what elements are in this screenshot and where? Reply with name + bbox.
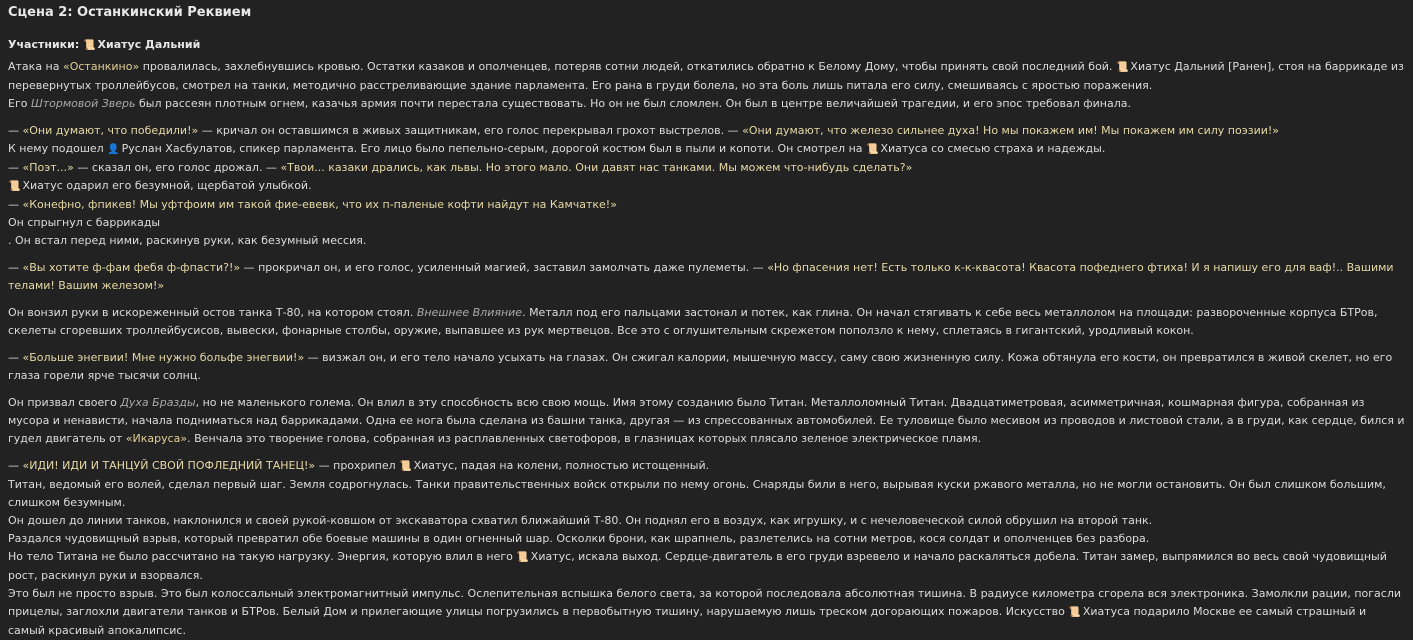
text: Хиатус Дальний [Ранен], стоя на баррикаде из перевернутых троллейбусов, смотрел на танки, методично расстреливающие здание парламента. Его рана в груди болела, но эта боль лишь питала его силу, смешиваясь с яростью поражения.: [8, 60, 1404, 92]
paragraph: [8, 196, 1405, 214]
paragraph: [8, 95, 1405, 113]
text: Атака на: [8, 60, 63, 73]
text: Он дошел до линии танков, наклонился и своей рукой-ковшом от экскаватора схватил ближайший Т-80. Он поднял его в воздух, как игрушку, и с нечеловеческой силой обрушил на второй танк.: [8, 514, 1153, 527]
paragraph: [8, 58, 1405, 95]
text: — кричал он оставшимся в живых защитникам, его голос перекрывал грохот выстрелов. —: [198, 124, 743, 137]
text: был рассеян плотным огнем, казачья армия почти перестала существовать. Но он не был сломлен. Он был в центре величайшей трагедии, и его эпос требовал финала.: [135, 97, 1132, 110]
paragraph: [8, 122, 1405, 140]
text: Он спрыгнул с баррикады: [8, 216, 161, 229]
text: —: [8, 459, 23, 472]
dialogue-quote: «Больше энегвии! Мне нужно больфе энегвии!»: [22, 351, 305, 364]
paragraph: [8, 476, 1405, 512]
text: —: [8, 124, 23, 137]
paragraph: [8, 530, 1405, 548]
scroll-icon: 📜: [1068, 607, 1081, 618]
participants-line: [8, 36, 1405, 55]
text: Но тело Титана не было рассчитано на такую нагрузку. Энергия, которую влил в него: [8, 550, 517, 563]
dialogue-quote: «Вы хотите ф-фам фебя ф-фпасти?!»: [22, 261, 241, 274]
text: — сказал он, его голос дрожал. —: [73, 161, 281, 174]
text: Его: [8, 97, 31, 110]
text: —: [8, 261, 23, 274]
text: Он призвал своего: [8, 396, 121, 409]
scroll-icon: 📜: [83, 40, 96, 51]
text: —: [8, 161, 23, 174]
paragraph: [8, 304, 1405, 340]
dialogue-quote: «Но фпасения нет! Есть только к-к-квасота! Квасота пофеднего фтиха! И я напишу его для ваф!.. Вашими телами! Вашим железом!»: [8, 261, 1394, 292]
ability-name: Штормовой Зверь: [30, 97, 136, 110]
text: Титан, ведомый его волей, сделал первый шаг. Земля содрогнулась. Танки правительственных войск открыли по нему огонь. Снаряды били в него, вырывая куски ржавого металла, но не могли остановить. Он был слишком большим, слишком безумным.: [8, 478, 1386, 509]
text: —: [8, 351, 23, 364]
text: Хиатуса подарило Москве ее самый страшный и самый красивый апокалипсис.: [8, 605, 1367, 637]
text: Он вонзил руки в искореженный остов танка Т-80, на котором стоял.: [8, 306, 417, 319]
text: Хиатуса со смесью страха и надежды.: [880, 142, 1106, 155]
paragraph: [8, 349, 1405, 385]
dialogue-quote: «Конефно, фпикев! Мы уфтфоим им такой фие-евевк, что их п-паленые кофти найдут на Камчатке!»: [22, 198, 617, 211]
text: — визжал он, и его тело начало усыхать на глазах. Он сжигал калории, мышечную массу, саму свою жизненную силу. Кожа обтянула его кости, он превратился в живой скелет, но его глаза горели ярче тысячи солнц.: [8, 351, 1393, 382]
text: Раздался чудовищный взрыв, который превратил обе боевые машины в один огненный шар. Осколки брони, как шрапнель, разлетелись на сотни метров, кося солдат и ополченцев без разбора.: [8, 532, 1150, 545]
paragraph: [8, 140, 1405, 159]
text: —: [8, 198, 23, 211]
dialogue-quote: «ИДИ! ИДИ И ТАНЦУЙ СВОЙ ПОФЛЕДНИЙ ТАНЕЦ!»: [22, 459, 316, 472]
dialogue-quote: «Твои... казаки дрались, как львы. Но этого мало. Они давят нас танками. Мы можем что-нибудь сделать?»: [280, 161, 913, 174]
scroll-icon: 📜: [1115, 62, 1129, 73]
ability-name: Внешнее Влияние: [416, 306, 523, 319]
text: Хиатус одарил его безумной, щербатой улыбкой.: [22, 179, 312, 192]
person-icon: 👤: [107, 144, 120, 155]
text: — прокричал он, и его голос, усиленный магией, заставил замолчать даже пулеметы. —: [240, 261, 768, 274]
paragraph: [8, 232, 1405, 250]
paragraph: [8, 548, 1405, 585]
paragraph: [8, 457, 1405, 476]
text: , но не маленького голема. Он влил в эту способность всю свою мощь. Имя этому созданию было Титан. Металлоломный Титан. Двадцатиметровая, асимметричная, кошмарная фигура, собранная из мусора и ненависти, начала подниматься над баррикадами. Одна ее нога была сделана из башни танка, другая — из спрессованных автомобилей. Ее туловище было месивом из проводов и листовой стали, а в груди, как сердце, бился и гудел двигатель от: [8, 396, 1405, 445]
text: Хиатус, искала выход. Сердце-двигатель в его груди взревело и начало раскаляться добела. Титан замер, выпрямился во весь свой чудовищный рост, раскинул руки и взорвался.: [8, 550, 1387, 582]
text: провалилась, захлебнувшись кровью. Остатки казаков и ополченцев, потеряв сотни людей, откатились обратно к Белому Дому, чтобы принять свой последний бой.: [139, 60, 1116, 73]
scroll-icon: 📜: [516, 552, 529, 563]
scroll-icon: 📜: [866, 144, 879, 155]
scene-title: Сцена 2: Останкинский Реквием: [8, 5, 252, 20]
paragraph: [8, 585, 1405, 640]
text: . Металл под его пальцами застонал и потек, как глина. Он начал стягивать к себе весь металлолом на площади: развороченные корпуса БТРов, скелеты сгоревших троллейбусисов, вывески, фонарные столбы, оружие, выпавшее из рук мертвецов. Все это с оглушительным скрежетом поползло к нему, сплетаясь в гигантский, уродливый кокон.: [8, 306, 1378, 337]
vehicle-link[interactable]: «Икаруса»: [125, 432, 188, 445]
dialogue-quote: «Поэт...»: [22, 161, 74, 174]
participant-name: Хиатус Дальний: [97, 38, 201, 51]
scroll-icon: 📜: [399, 461, 412, 472]
scroll-icon: 📜: [8, 181, 21, 192]
text: . Он встал перед ними, раскинув руки, как безумный мессия.: [8, 234, 367, 247]
text: . Венчала это творение голова, собранная из расплавленных светофоров, в глазницах которых плясало зеленое электрическое пламя.: [187, 432, 982, 445]
paragraph: [8, 214, 1405, 232]
text: Руслан Хасбулатов, спикер парламента. Его лицо было пепельно-серым, дорогой костюм был в пыли и копоти. Он смотрел на: [121, 142, 866, 155]
ability-name: Духа Бразды: [120, 396, 196, 409]
paragraph: [8, 159, 1405, 177]
participants-label: Участники:: [8, 38, 80, 51]
text: Это был не просто взрыв. Это был колоссальный электромагнитный импульс. Ослепительная вспышка белого света, за которой последовала абсолютная тишина. В радиусе километра сгорела вся электроника. Замолкли рации, погасли прицелы, заглохли двигатели танков и БТРов. Белый Дом и прилегающие улицы погрузились в первобытную тишину, нарушаемую лишь треском догорающих пожаров. Искусство: [8, 587, 1401, 618]
paragraph: [8, 259, 1405, 295]
paragraph: [8, 394, 1405, 448]
dialogue-quote: «Они думают, что победили!»: [22, 124, 199, 137]
text: Хиатус, падая на колени, полностью истощенный.: [413, 459, 710, 472]
dialogue-quote: «Они думают, что железо сильнее духа! Но мы покажем им! Мы покажем им силу поэзии!»: [742, 124, 1280, 137]
text: — прохрипел: [315, 459, 400, 472]
text: К нему подошел: [8, 142, 108, 155]
location-link[interactable]: «Останкино»: [62, 60, 140, 73]
paragraph: [8, 512, 1405, 530]
paragraph: [8, 177, 1405, 196]
